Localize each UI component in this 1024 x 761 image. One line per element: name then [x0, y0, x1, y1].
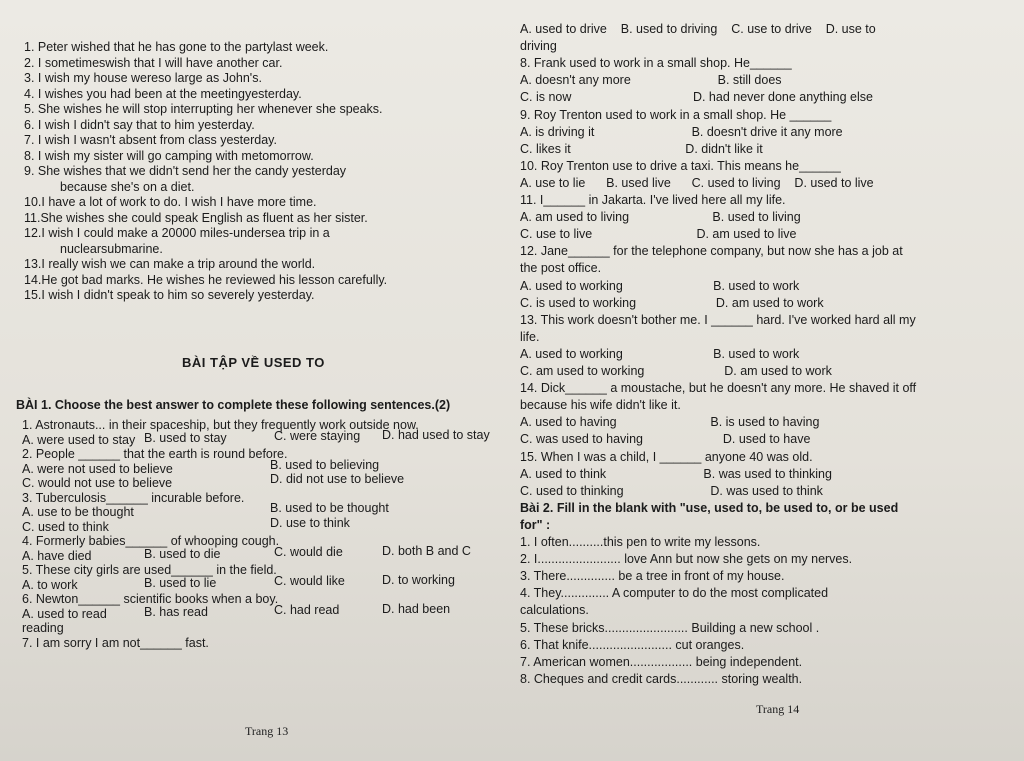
- option-d: D. use to think: [270, 515, 350, 530]
- option-d: D. both B and C: [382, 543, 471, 558]
- rewrite-sentence: 2. I sometimeswish that I will have another car.: [24, 55, 283, 70]
- right-text-line: driving: [520, 39, 557, 54]
- option-a: A. have died: [22, 548, 92, 563]
- option-d: D. to working: [382, 572, 455, 587]
- right-text-line: 3. There.............. be a tree in front of my house.: [520, 569, 785, 584]
- option-a: A. used to read: [22, 606, 107, 621]
- right-text-line: because his wife didn't like it.: [520, 398, 681, 413]
- right-text-line: calculations.: [520, 603, 589, 618]
- right-text-line: A. used to think B. was used to thinking: [520, 466, 832, 481]
- right-text-line: 8. Cheques and credit cards............ storing wealth.: [520, 671, 803, 686]
- right-text-line: 15. When I was a child, I ______ anyone 40 was old.: [520, 449, 813, 464]
- option-d: D. had been: [382, 601, 451, 616]
- right-text-line: 6. That knife........................ cut oranges.: [520, 637, 745, 652]
- right-text-line: 2. I........................ love Ann but now she gets on my nerves.: [520, 552, 853, 567]
- page-number-left: Trang 13: [245, 724, 289, 738]
- rewrite-sentence: 10.I have a lot of work to do. I wish I have more time.: [24, 195, 317, 209]
- right-text-line: C. use to live D. am used to live: [520, 227, 797, 242]
- option-c: C. would like: [274, 573, 345, 588]
- right-text-line: A. doesn't any more B. still does: [520, 73, 782, 88]
- right-text-line: life.: [520, 329, 540, 344]
- option-b: B. has read: [144, 604, 208, 619]
- rewrite-sentence: 12.I wish I could make a 20000 miles-undersea trip in a: [24, 226, 330, 240]
- right-text-line: 13. This work doesn't bother me. I ______ hard. I've worked hard all my: [520, 312, 916, 327]
- option-b: B. used to believing: [270, 457, 380, 472]
- right-text-line: C. am used to working D. am used to work: [520, 364, 832, 378]
- rewrite-sentence: 8. I wish my sister will go camping with metomorrow.: [24, 148, 314, 163]
- right-text-line: C. used to thinking D. was used to think: [520, 483, 823, 498]
- right-text-line: C. is now D. had never done anything else: [520, 90, 873, 105]
- right-text-line: the post office.: [520, 261, 602, 276]
- right-text-line: A. is driving it B. doesn't drive it any more: [520, 124, 843, 139]
- question-stem: 4. Formerly babies______ of whooping cough.: [22, 534, 280, 548]
- question-stem: 5. These city girls are used______ in the field.: [22, 563, 277, 577]
- option-b: B. used to stay: [144, 430, 227, 445]
- option-d: D. had used to stay: [382, 427, 490, 442]
- right-text-line: C. is used to working D. am used to work: [520, 295, 824, 310]
- option-a: A. use to be thought: [22, 505, 134, 519]
- right-text-line: A. used to working B. used to work: [520, 278, 800, 293]
- rewrite-sentence: 11.She wishes she could speak English as fluent as her sister.: [24, 210, 368, 225]
- rewrite-sentence: because she's on a diet.: [60, 179, 195, 194]
- section-title: BÀI TẬP VỀ USED TO: [182, 355, 325, 370]
- question-stem: 2. People ______ that the earth is round before.: [22, 447, 288, 461]
- right-text-line: Bài 2. Fill in the blank with "use, used to, be used to, or be used: [520, 500, 899, 515]
- right-text-line: 9. Roy Trenton used to work in a small shop. He ______: [520, 107, 832, 122]
- rewrite-sentence: 6. I wish I didn't say that to him yesterday.: [24, 117, 255, 132]
- rewrite-sentence: 9. She wishes that we didn't send her the candy yesterday: [24, 164, 347, 178]
- right-text-line: C. was used to having D. used to have: [520, 432, 811, 447]
- exercise-title: BÀI 1. Choose the best answer to complete these following sentences.(2): [16, 398, 451, 412]
- option-b: B. used to lie: [144, 575, 217, 590]
- page-number-right: Trang 14: [756, 702, 800, 716]
- option-c: C. would not use to believe: [22, 476, 173, 490]
- option-c: C. were staying: [274, 428, 361, 443]
- option-a: A. to work: [22, 577, 78, 592]
- rewrite-sentence: 1. Peter wished that he has gone to the partylast week.: [24, 40, 329, 54]
- right-text-line: 11. I______ in Jakarta. I've lived here all my life.: [520, 193, 786, 207]
- option-a: A. were used to stay: [22, 432, 136, 447]
- question-stem: reading: [22, 621, 64, 635]
- right-text-line: 14. Dick______ a moustache, but he doesn't any more. He shaved it off: [520, 381, 917, 396]
- question-stem: 6. Newton______ scientific books when a boy.: [22, 592, 279, 606]
- option-a: A. were not used to believe: [22, 461, 173, 476]
- question-stem: 7. I am sorry I am not______ fast.: [22, 635, 209, 650]
- rewrite-sentence: 15.I wish I didn't speak to him so severely yesterday.: [24, 288, 315, 302]
- option-d: D. did not use to believe: [270, 472, 405, 486]
- rewrite-sentence: 13.I really wish we can make a trip around the world.: [24, 257, 316, 271]
- right-text-line: for" :: [520, 517, 551, 532]
- question-stem: 1. Astronauts... in their spaceship, but they frequently work outside now.: [22, 418, 419, 432]
- rewrite-sentence: 4. I wishes you had been at the meetingyesterday.: [24, 86, 302, 101]
- rewrite-sentence: 5. She wishes he will stop interrupting her whenever she speaks.: [24, 102, 383, 116]
- rewrite-sentence: 7. I wish I wasn't absent from class yesterday.: [24, 133, 277, 147]
- right-text-line: A. used to having B. is used to having: [520, 415, 820, 430]
- question-stem: 3. Tuberculosis______ incurable before.: [22, 490, 245, 505]
- right-text-line: 4. They.............. A computer to do the most complicated: [520, 586, 829, 601]
- rewrite-sentence: 3. I wish my house wereso large as John's.: [24, 71, 262, 85]
- option-c: C. would die: [274, 544, 343, 559]
- option-c: C. had read: [274, 602, 340, 617]
- option-b: B. used to die: [144, 546, 221, 561]
- right-text-line: A. use to lie B. used live C. used to living D. used to live: [520, 175, 874, 190]
- right-text-line: 1. I often..........this pen to write my lessons.: [520, 535, 761, 549]
- right-text-line: A. used to drive B. used to driving C. use to drive D. use to: [520, 22, 876, 36]
- rewrite-sentence: nuclearsubmarine.: [60, 241, 163, 256]
- right-text-line: A. used to working B. used to work: [520, 346, 800, 361]
- right-text-line: 10. Roy Trenton use to drive a taxi. This means he______: [520, 158, 841, 173]
- rewrite-sentence: 14.He got bad marks. He wishes he reviewed his lesson carefully.: [24, 272, 388, 287]
- right-text-line: 7. American women.................. being independent.: [520, 654, 803, 669]
- right-text-line: A. am used to living B. used to living: [520, 210, 801, 225]
- option-c: C. used to think: [22, 519, 109, 534]
- right-text-line: C. likes it D. didn't like it: [520, 141, 763, 156]
- right-text-line: 12. Jane______ for the telephone company, but now she has a job at: [520, 244, 903, 259]
- option-b: B. used to be thought: [270, 501, 389, 515]
- right-text-line: 8. Frank used to work in a small shop. He______: [520, 56, 792, 71]
- right-text-line: 5. These bricks........................ Building a new school .: [520, 620, 820, 635]
